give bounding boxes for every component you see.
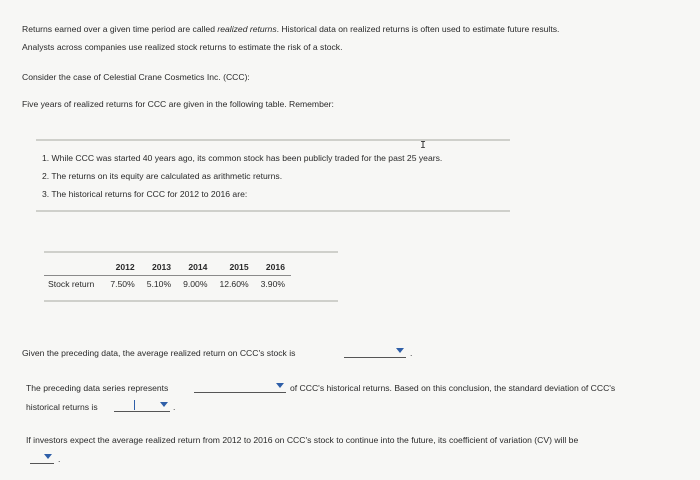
year-header: 2013 [141,259,177,276]
return-cell: 5.10% [146,279,172,289]
remember-bottom-rule [36,210,510,212]
data-series-dropdown[interactable] [194,381,286,393]
remember-item-1: 1. While CCC was started 40 years ago, its common stock has been publicly traded for the past 25 years. [42,153,443,163]
year-header: 2016 [255,259,291,276]
table-corner [44,259,104,276]
chevron-down-icon [276,383,284,388]
q1-text: Given the preceding data, the average realized return on CCC's stock is [22,348,296,358]
return-cell: 9.00% [183,279,208,289]
q2-text-after: of CCC's historical returns. Based on this conclusion, the standard deviation of CCC's [290,383,616,393]
q2-text-before: The preceding data series represents [26,383,169,393]
table-header-row [44,259,291,276]
text-cursor-icon: I [420,140,427,151]
q3-period: . [58,454,61,464]
intro-emphasis: realized returns [217,24,277,34]
case-line: Consider the case of Celestial Crane Cosmetics Inc. (CCC): [22,72,250,82]
table-bottom-rule [44,300,338,302]
table-row [44,276,291,293]
return-cell: 3.90% [260,279,285,289]
year-header: 2014 [177,259,213,276]
q2-period: . [173,402,176,412]
remember-item-2: 2. The returns on its equity are calculated as arithmetic returns. [42,171,283,181]
intro-prefix: Returns earned over a given time period are called [22,24,218,34]
text-caret-icon [134,400,135,410]
five-years-line: Five years of realized returns for CCC are given in the following table. Remember: [22,99,334,109]
remember-item-3: 3. The historical returns for CCC for 2012 to 2016 are: [42,189,248,199]
return-cell: 12.60% [219,279,249,289]
q2-line-2: historical returns is [26,402,98,412]
intro-line-1 [22,23,559,35]
q3-text: If investors expect the average realized return from 2012 to 2016 on CCC's stock to continue into the future, its coefficient of variation (CV) will be [26,435,579,445]
average-return-dropdown[interactable] [344,346,406,358]
q1-period: . [410,348,413,358]
std-dev-dropdown[interactable] [114,400,170,412]
return-cell: 7.50% [110,279,135,289]
row-label: Stock return [48,279,95,289]
intro-suffix: . Historical data on realized returns is often used to estimate future results. [276,24,560,34]
year-header: 2015 [213,259,254,276]
year-header: 2012 [104,259,140,276]
chevron-down-icon [44,454,52,459]
returns-table [44,259,291,292]
cv-dropdown[interactable] [30,452,54,464]
intro-line-2: Analysts across companies use realized stock returns to estimate the risk of a stock. [22,42,343,52]
table-top-rule [44,251,338,253]
remember-top-rule [36,139,510,141]
chevron-down-icon [396,348,404,353]
chevron-down-icon [160,402,168,407]
